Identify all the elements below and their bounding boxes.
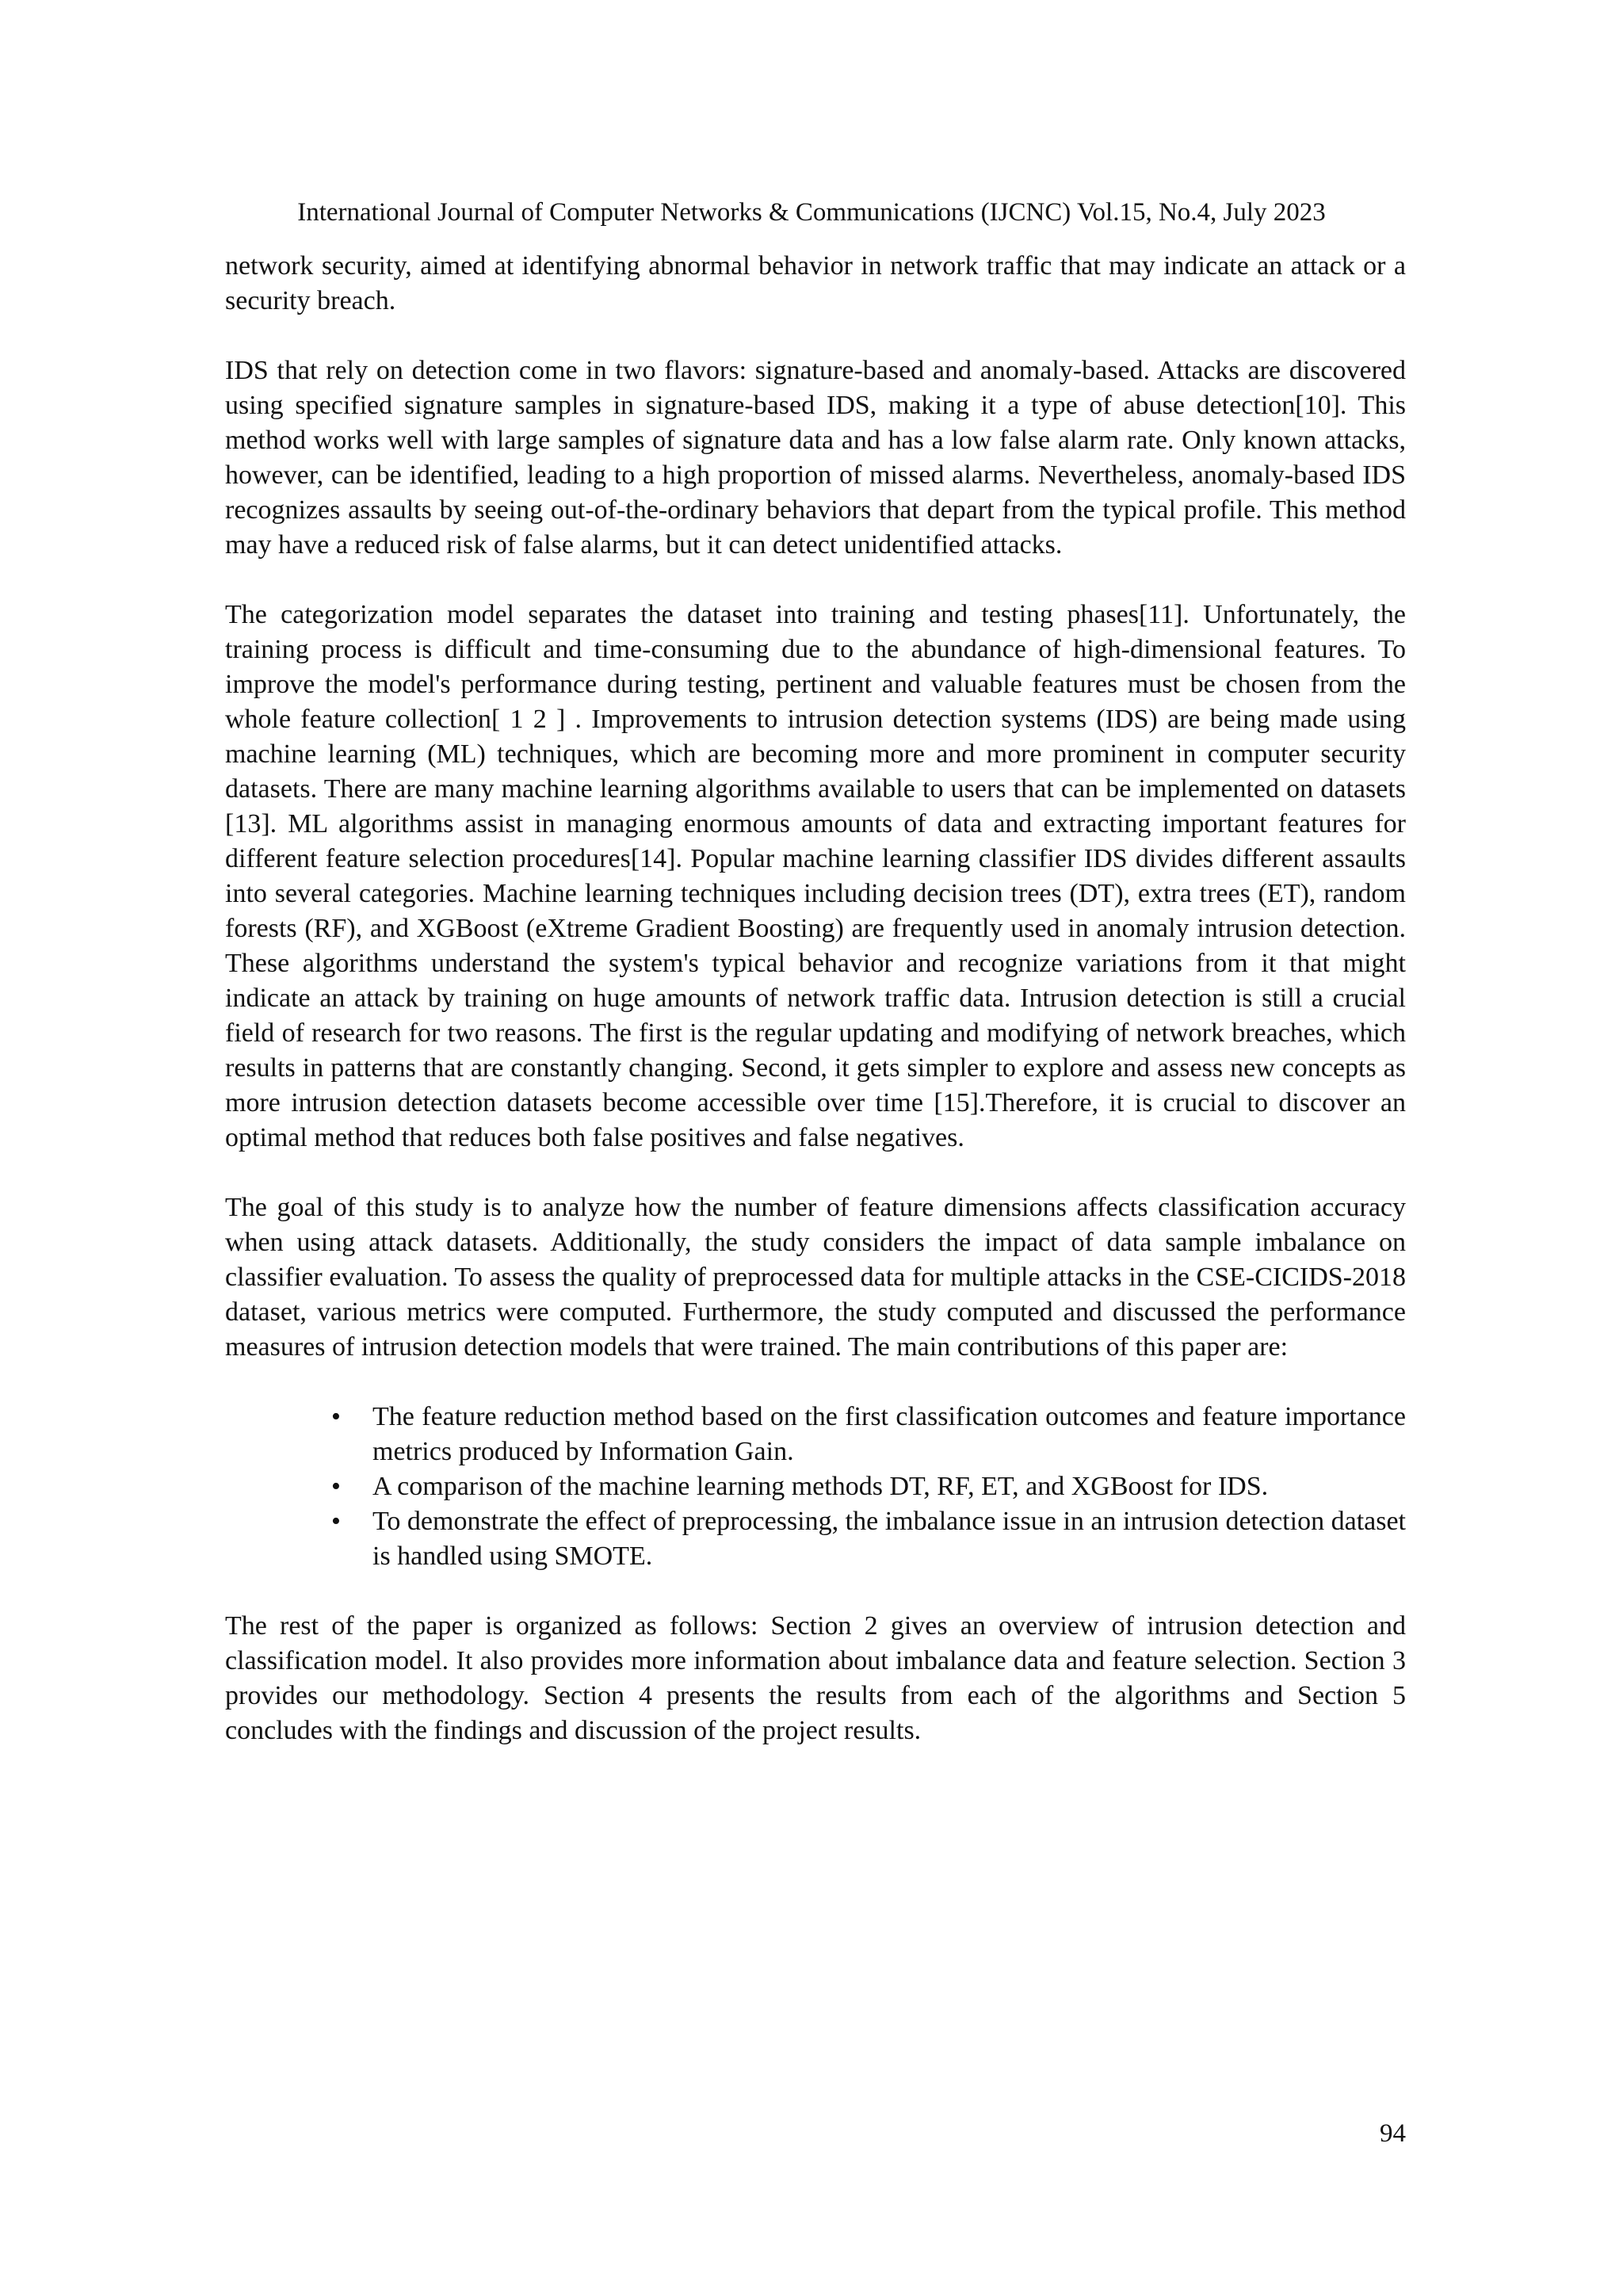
list-item (331, 1469, 1406, 1504)
running-header: International Journal of Computer Networks & Communications (IJCNC) Vol.15, No.4, July 2023 (297, 198, 1326, 227)
list-item (331, 1504, 1406, 1574)
paragraph-ids-types: IDS that rely on detection come in two flavors: signature-based and anomaly-based. Attacks are discovered using specified signature samples in signature-based IDS, making it a type of abuse detection[10]. This method works well with large samples of signature data and has a low false alarm rate. Only known attacks, however, can be identified, leading to a high proportion of missed alarms. Nevertheless, anomaly-based IDS recognizes assaults by seeing out-of-the-ordinary behaviors that depart from the typical profile. This method may have a reduced risk of false alarms, but it can detect unidentified attacks. (225, 356, 1406, 560)
body-text (225, 249, 1406, 1748)
list-item (331, 1400, 1406, 1469)
bullet-icon: • (331, 1472, 341, 1501)
list-item-text: To demonstrate the effect of preprocessing, the imbalance issue in an intrusion detection dataset is handled using SMOTE. (372, 1507, 1406, 1571)
list-item-text: A comparison of the machine learning methods DT, RF, ET, and XGBoost for IDS. (372, 1472, 1269, 1501)
bullet-icon: • (331, 1507, 341, 1536)
contributions-list (225, 1400, 1406, 1574)
bullet-icon: • (331, 1402, 341, 1431)
page-number: 94 (1380, 2119, 1406, 2148)
paragraph-paper-organization: The rest of the paper is organized as follows: Section 2 gives an overview of intrusion detection and classification model. It also provides more information about imbalance data and feature selection. Section 3 provides our methodology. Section 4 presents the results from each of the algorithms and Section 5 concludes with the findings and discussion of the project results. (225, 1611, 1406, 1745)
paragraph-continuation: network security, aimed at identifying abnormal behavior in network traffic that may indicate an attack or a security breach. (225, 251, 1406, 315)
list-item-text: The feature reduction method based on the first classification outcomes and feature importance metrics produced by Information Gain. (372, 1402, 1406, 1466)
paragraph-study-goal: The goal of this study is to analyze how the number of feature dimensions affects classification accuracy when using attack datasets. Additionally, the study considers the impact of data sample imbalance on classifier evaluation. To assess the quality of preprocessed data for multiple attacks in the CSE-CICIDS-2018 dataset, various metrics were computed. Furthermore, the study computed and discussed the performance measures of intrusion detection models that were trained. The main contributions of this paper are: (225, 1193, 1406, 1362)
paragraph-categorization-model: The categorization model separates the dataset into training and testing phases[11]. Unfortunately, the training process is difficult and time-consuming due to the abundance of high-dimensional features. To improve the model's performance during testing, pertinent and valuable features must be chosen from the whole feature collection[ 1 2 ] . Improvements to intrusion detection systems (IDS) are being made using machine learning (ML) techniques, which are becoming more and more prominent in computer security datasets. There are many machine learning algorithms available to users that can be implemented on datasets [13]. ML algorithms assist in managing enormous amounts of data and extracting important features for different feature selection procedures[14]. Popular machine learning classifier IDS divides different assaults into several categories. Machine learning techniques including decision trees (DT), extra trees (ET), random forests (RF), and XGBoost (eXtreme Gradient Boosting) are frequently used in anomaly intrusion detection. These algorithms understand the system's typical behavior and recognize variations from it that might indicate an attack by training on huge amounts of network traffic data. Intrusion detection is still a crucial field of research for two reasons. The first is the regular updating and modifying of network breaches, which results in patterns that are constantly changing. Second, it gets simpler to explore and assess new concepts as more intrusion detection datasets become accessible over time [15].Therefore, it is crucial to discover an optimal method that reduces both false positives and false negatives. (225, 600, 1406, 1152)
